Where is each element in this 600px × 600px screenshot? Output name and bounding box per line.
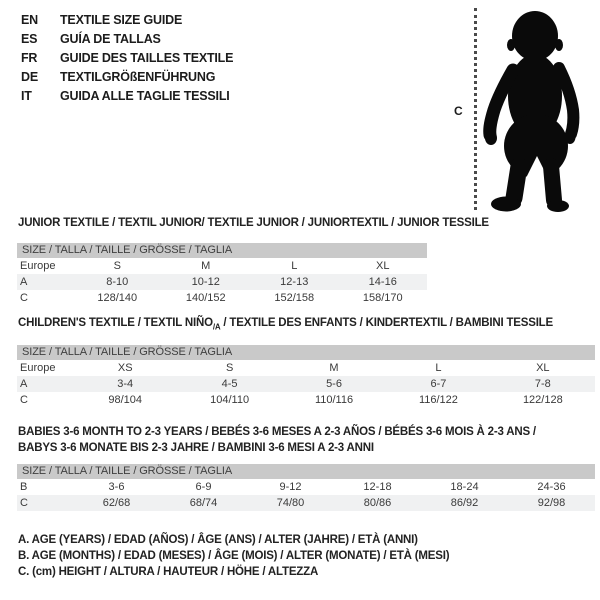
- babies-section-title-line2: BABYS 3-6 MONATE BIS 2-3 JAHRE / BAMBINI 3-6 MESI A 2-3 ANNI: [18, 442, 374, 454]
- table-cell: 6-7: [430, 378, 447, 390]
- language-title: TEXTILGRÖßENFÜHRUNG: [60, 70, 216, 84]
- table-row-europe: [17, 360, 595, 376]
- table-cell: 18-24: [450, 481, 479, 493]
- language-code: DE: [21, 70, 38, 84]
- language-title: TEXTILE SIZE GUIDE: [60, 13, 183, 27]
- language-code: EN: [21, 13, 38, 27]
- table-cell: 158/170: [362, 292, 403, 304]
- table-cell: L: [291, 260, 298, 272]
- language-code: ES: [21, 32, 38, 46]
- table-cell: 14-16: [368, 276, 397, 288]
- height-measure-dotted-line: [474, 8, 477, 210]
- footnote-c: C. (cm) HEIGHT / ALTURA / HAUTEUR / HÖHE / ALTEZZA: [18, 566, 319, 578]
- row-label: B: [20, 481, 28, 493]
- table-cell: 3-6: [108, 481, 125, 493]
- table-cell: 140/152: [185, 292, 226, 304]
- table-cell: M: [329, 362, 339, 374]
- language-row: [21, 49, 233, 68]
- table-row-b: [17, 479, 595, 495]
- children-title-post: / TEXTILE DES ENFANTS / KINDERTEXTIL / BAMBINI TESSILE: [220, 317, 553, 329]
- language-title: GUÍA DE TALLAS: [60, 32, 161, 46]
- table-cell: 98/104: [108, 394, 143, 406]
- table-cell: 5-6: [326, 378, 342, 390]
- table-row-europe: [17, 258, 427, 274]
- table-cell: 68/74: [189, 497, 218, 509]
- row-label: C: [20, 497, 28, 509]
- table-cell: 74/80: [276, 497, 305, 509]
- table-row-a: [17, 274, 427, 290]
- babies-size-table: [17, 464, 595, 511]
- table-cell: L: [435, 362, 442, 374]
- table-cell: 62/68: [102, 497, 131, 509]
- language-title-list: [21, 11, 233, 106]
- row-label: C: [20, 394, 28, 406]
- table-cell: 12-18: [363, 481, 392, 493]
- children-title-pre: CHILDREN'S TEXTILE / TEXTIL NIÑO: [18, 317, 213, 329]
- language-code: IT: [21, 89, 32, 103]
- language-title: GUIDE DES TAILLES TEXTILE: [60, 51, 234, 65]
- height-measure-label: C: [454, 104, 463, 118]
- table-row-c: [17, 392, 595, 408]
- table-row-c: [17, 290, 427, 306]
- toddler-silhouette-icon: [481, 8, 593, 213]
- junior-section-title: JUNIOR TEXTILE / TEXTIL JUNIOR/ TEXTILE JUNIOR / JUNIORTEXTIL / JUNIOR TESSILE: [18, 217, 489, 229]
- table-cell: 104/110: [210, 394, 250, 406]
- language-row: [21, 11, 233, 30]
- table-cell: 3-4: [117, 378, 134, 390]
- table-cell: 128/140: [97, 292, 138, 304]
- table-cell: 92/98: [537, 497, 566, 509]
- table-cell: 4-5: [221, 378, 238, 390]
- table-cell: 80/86: [363, 497, 392, 509]
- table-cell: S: [225, 362, 234, 374]
- table-cell: 6-9: [195, 481, 212, 493]
- language-code: FR: [21, 51, 38, 65]
- row-label: A: [20, 276, 28, 288]
- table-cell: 24-36: [537, 481, 566, 493]
- table-cell: XS: [117, 362, 133, 374]
- children-section-title: [18, 317, 553, 331]
- table-cell: 9-12: [279, 481, 302, 493]
- size-header-bar: SIZE / TALLA / TAILLE / GRÖSSE / TAGLIA: [17, 243, 427, 258]
- table-cell: 7-8: [534, 378, 551, 390]
- table-cell: M: [201, 260, 211, 272]
- table-cell: 110/116: [314, 394, 354, 406]
- size-header-bar: SIZE / TALLA / TAILLE / GRÖSSE / TAGLIA: [17, 464, 595, 479]
- junior-size-table: [17, 243, 427, 306]
- table-cell: 122/128: [522, 394, 563, 406]
- table-cell: 10-12: [191, 276, 220, 288]
- table-cell: S: [113, 260, 121, 272]
- table-cell: XL: [376, 260, 390, 272]
- table-cell: 8-10: [106, 276, 129, 288]
- table-cell: 12-13: [280, 276, 309, 288]
- table-cell: 152/158: [274, 292, 315, 304]
- table-cell: 116/122: [418, 394, 458, 406]
- row-label: Europe: [20, 362, 56, 374]
- children-title-sub: /A: [212, 322, 221, 332]
- table-row-a: [17, 376, 595, 392]
- row-label: Europe: [20, 260, 56, 272]
- legend-footnotes: [18, 532, 449, 580]
- babies-section-title-line1: BABIES 3-6 MONTH TO 2-3 YEARS / BEBÉS 3-6 MESES A 2-3 AÑOS / BÉBÉS 3-6 MOIS À 2-3 ANS /: [18, 426, 536, 438]
- children-size-table: [17, 345, 595, 408]
- row-label: A: [20, 378, 28, 390]
- table-cell: XL: [536, 362, 550, 374]
- footnote-b: B. AGE (MONTHS) / EDAD (MESES) / ÂGE (MOIS) / ALTER (MONATE) / ETÀ (MESI): [18, 550, 450, 562]
- table-cell: 86/92: [450, 497, 479, 509]
- language-row: [21, 30, 233, 49]
- footnote-a: A. AGE (YEARS) / EDAD (AÑOS) / ÂGE (ANS) / ALTER (JAHRE) / ETÀ (ANNI): [18, 534, 418, 546]
- language-row: [21, 68, 233, 87]
- table-row-c: [17, 495, 595, 511]
- language-row: [21, 87, 233, 106]
- language-title: GUIDA ALLE TAGLIE TESSILI: [60, 89, 230, 103]
- size-header-bar: SIZE / TALLA / TAILLE / GRÖSSE / TAGLIA: [17, 345, 595, 360]
- row-label: C: [20, 292, 28, 304]
